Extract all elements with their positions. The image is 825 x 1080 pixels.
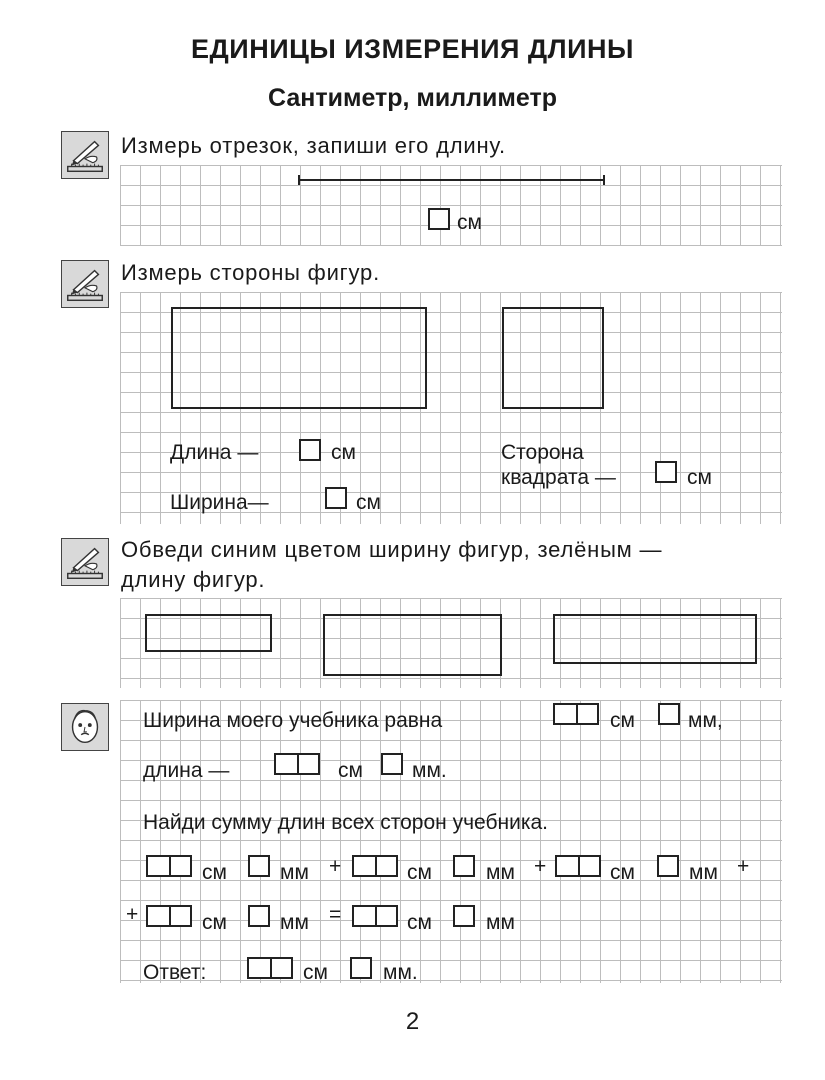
task4-line1: Ширина моего учебника равна — [143, 709, 443, 732]
answer-label: Ответ: — [143, 961, 207, 984]
unit-label: см — [331, 441, 356, 464]
answer-box[interactable] — [299, 439, 321, 461]
page-title: ЕДИНИЦЫ ИЗМЕРЕНИЯ ДЛИНЫ — [191, 34, 634, 64]
equals-sign: = — [329, 903, 342, 926]
unit-mm: мм — [486, 911, 515, 934]
unit-mm: мм — [280, 861, 309, 884]
unit-cm: см — [610, 709, 635, 732]
task4-line3: Найди сумму длин всех сторон учебника. — [143, 811, 548, 834]
answer-box[interactable] — [453, 905, 475, 927]
page-number: 2 — [405, 1008, 420, 1035]
answer-box[interactable] — [655, 461, 677, 483]
page-subtitle: Сантиметр, миллиметр — [267, 84, 558, 112]
answer-box[interactable] — [658, 703, 680, 725]
unit-cm: см — [202, 911, 227, 934]
answer-box[interactable] — [453, 855, 475, 877]
task3-instruction-line2: длину фигур. — [121, 567, 266, 592]
task1-instruction: Измерь отрезок, запиши его длину. — [121, 133, 506, 158]
unit-mm: мм — [280, 911, 309, 934]
answer-box[interactable] — [248, 905, 270, 927]
rectangle-figure — [145, 614, 272, 652]
task2-instruction: Измерь стороны фигур. — [121, 260, 380, 285]
unit-cm: см — [338, 759, 363, 782]
width-label: Ширина— — [170, 491, 269, 514]
unit-cm: см — [202, 861, 227, 884]
unit-mm: мм — [486, 861, 515, 884]
unit-label: см — [687, 466, 712, 489]
unit-label: см — [457, 211, 482, 234]
side-label-line1: Сторона — [501, 441, 584, 464]
unit-cm: см — [407, 861, 432, 884]
answer-box-double[interactable] — [247, 957, 293, 979]
rectangle-figure — [171, 307, 427, 409]
rectangle-figure — [553, 614, 757, 664]
unit-mm: мм. — [383, 961, 418, 984]
unit-mm: мм. — [412, 759, 447, 782]
unit-cm: см — [303, 961, 328, 984]
plus-sign: + — [737, 855, 750, 878]
unit-cm: см — [407, 911, 432, 934]
unit-cm: см — [610, 861, 635, 884]
answer-box-double[interactable] — [274, 753, 320, 775]
unit-label: см — [356, 491, 381, 514]
task4-line2: длина — — [143, 759, 230, 782]
task1-grid — [120, 165, 782, 246]
segment-to-measure — [299, 179, 605, 181]
answer-box-double[interactable] — [146, 855, 192, 877]
answer-box[interactable] — [350, 957, 372, 979]
plus-sign: + — [126, 903, 139, 926]
unit-mm: мм — [689, 861, 718, 884]
answer-box-double[interactable] — [555, 855, 601, 877]
square-figure — [502, 307, 604, 409]
answer-box-double[interactable] — [146, 905, 192, 927]
answer-box-double[interactable] — [352, 855, 398, 877]
side-label-line2: квадрата — — [501, 466, 616, 489]
answer-box[interactable] — [248, 855, 270, 877]
length-label: Длина — — [170, 441, 259, 464]
task3-instruction-line1: Обведи синим цветом ширину фигур, зелёным — — [121, 537, 663, 562]
segment-start-tick — [298, 175, 300, 185]
answer-box[interactable] — [657, 855, 679, 877]
ruler-pencil-icon — [61, 260, 109, 308]
answer-box-double[interactable] — [553, 703, 599, 725]
answer-box[interactable] — [428, 208, 450, 230]
ruler-pencil-icon — [61, 131, 109, 179]
thinking-face-icon — [61, 703, 109, 751]
answer-box[interactable] — [325, 487, 347, 509]
rectangle-figure — [323, 614, 502, 676]
answer-box[interactable] — [381, 753, 403, 775]
plus-sign: + — [329, 855, 342, 878]
segment-end-tick — [603, 175, 605, 185]
answer-box-double[interactable] — [352, 905, 398, 927]
ruler-pencil-icon — [61, 538, 109, 586]
unit-mm: мм, — [688, 709, 723, 732]
plus-sign: + — [534, 855, 547, 878]
task4-grid — [120, 700, 782, 983]
